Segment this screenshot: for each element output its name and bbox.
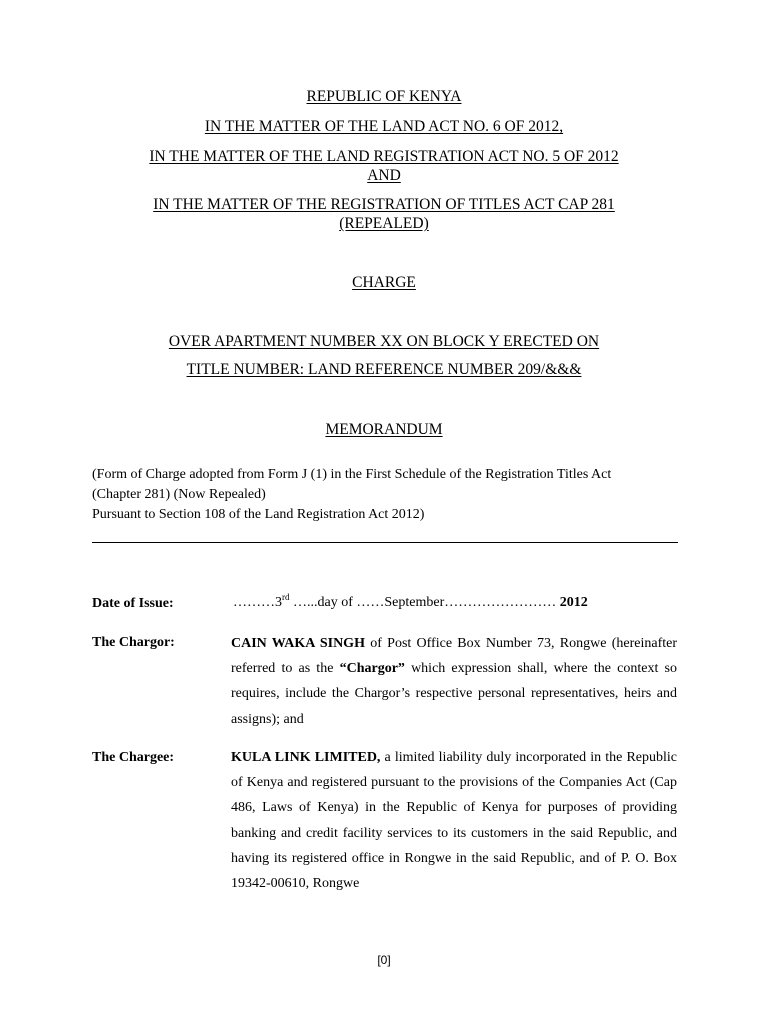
- heading-charge: CHARGE: [352, 274, 416, 291]
- chargee-text: [231, 745, 677, 896]
- heading-memorandum: MEMORANDUM: [325, 421, 443, 438]
- heading-matter-land-registration-act: IN THE MATTER OF THE LAND REGISTRATION ACT NO. 5 OF 2012: [149, 148, 619, 165]
- heading-and: AND: [367, 167, 401, 184]
- heading-title-number: TITLE NUMBER: LAND REFERENCE NUMBER 209/&&&: [186, 361, 582, 378]
- heading-matter-registration-of-titles-act: IN THE MATTER OF THE REGISTRATION OF TITLES ACT CAP 281: [153, 196, 615, 213]
- form-note-line-2: (Chapter 281) (Now Repealed): [92, 487, 266, 502]
- chargee-label: The Chargee:: [92, 750, 175, 765]
- horizontal-rule: [92, 542, 678, 543]
- date-year: 2012: [559, 595, 588, 610]
- date-of-issue-value: [233, 592, 679, 614]
- heading-repealed: (REPEALED): [339, 215, 429, 232]
- chargor-text-1: of Post Office Box Number 73, Rongwe (hereinafter referred to as the: [231, 636, 678, 677]
- date-day: ………3: [233, 595, 282, 610]
- heading-republic: REPUBLIC OF KENYA: [306, 88, 462, 105]
- heading-matter-land-act: IN THE MATTER OF THE LAND ACT NO. 6 OF 2012,: [204, 118, 564, 135]
- chargee-description: a limited liability duly incorporated in the Republic of Kenya and registered pursuant to the provisions of the Companies Act (Cap 486, Laws of Kenya) in the Republic of Kenya for purposes of providing banking and credit facility services to its customers in the said Republic, and having its registered office in Rongwe in the said Republic, and of P. O. Box 19342-00610, Rongwe: [231, 750, 677, 892]
- chargor-label: The Chargor:: [92, 635, 175, 650]
- chargor-text-2: which expression shall, where the context so requires, include the Chargor’s respective personal representatives, heirs and assigns); and: [231, 661, 677, 727]
- date-month: …...day of ……September……………………: [289, 595, 560, 610]
- date-of-issue-label: Date of Issue:: [92, 596, 174, 611]
- heading-over-apartment: OVER APARTMENT NUMBER XX ON BLOCK Y ERECTED ON: [168, 333, 600, 350]
- form-note-line-3: Pursuant to Section 108 of the Land Registration Act 2012): [92, 507, 425, 522]
- chargor-text: [231, 631, 677, 732]
- date-day-suffix: rd: [282, 592, 290, 602]
- form-note-line-1: (Form of Charge adopted from Form J (1) in the First Schedule of the Registration Titles Act: [92, 467, 612, 482]
- chargor-name: CAIN WAKA SINGH: [231, 636, 365, 651]
- chargor-term: “Chargor”: [339, 661, 405, 677]
- chargee-name: KULA LINK LIMITED,: [231, 750, 381, 765]
- page-number: [0]: [377, 953, 391, 967]
